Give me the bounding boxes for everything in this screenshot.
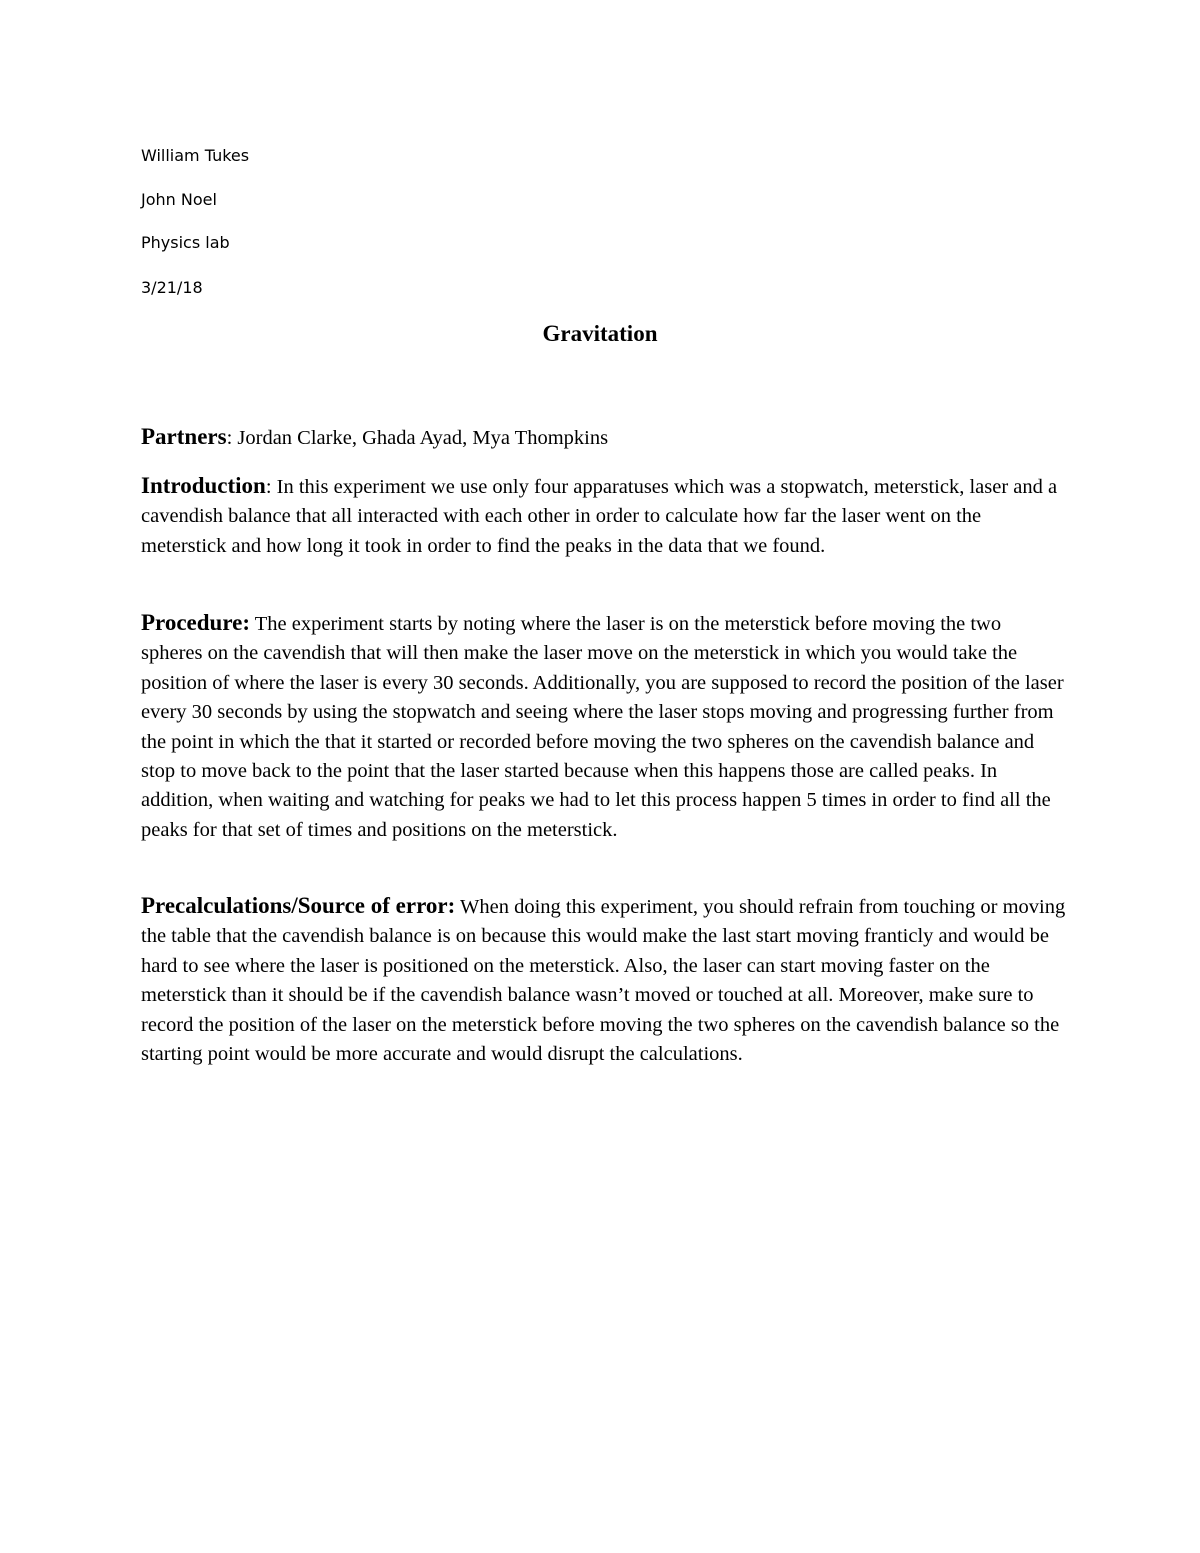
partners-label: Partners xyxy=(141,424,227,449)
procedure-label: Procedure: xyxy=(141,610,251,635)
partners-paragraph xyxy=(141,422,1066,453)
document-title: Gravitation xyxy=(542,321,658,346)
instructor-name: John Noel xyxy=(141,190,217,209)
author-name: William Tukes xyxy=(141,146,250,165)
precalculations-label: Precalculations/Source of error: xyxy=(141,893,456,918)
procedure-paragraph xyxy=(141,608,1066,845)
introduction-label: Introduction xyxy=(141,473,266,498)
partners-separator: : xyxy=(226,427,238,449)
introduction-paragraph xyxy=(141,471,1066,561)
procedure-text: The experiment starts by noting where the laser is on the meterstick before moving the two spheres on the cavendish that will then make the laser move on the meterstick in which you would take the position of where the laser is every 30 seconds. Additionally, you are supposed to record the position of the laser every 30 seconds by using the stopwatch and seeing where the laser stops moving and progressing further from the point in which the that it started or recorded before moving the two spheres on the cavendish balance and stop to move back to the point that the laser started because when this happens those are called peaks. In addition, when waiting and watching for peaks we had to let this process happen 5 times in order to find all the peaks for that set of times and positions on the meterstick. xyxy=(141,613,1064,841)
precalculations-text: When doing this experiment, you should refrain from touching or moving the table that the cavendish balance is on because this would make the last start moving franticly and would be hard to see where the laser is positioned on the meterstick. Also, the laser can start moving faster on the meterstick than it should be if the cavendish balance wasn’t moved or touched at all. Moreover, make sure to record the position of the laser on the meterstick before moving the two spheres on the cavendish balance so the starting point would be more accurate and would disrupt the calculations. xyxy=(141,896,1066,1066)
course-name: Physics lab xyxy=(141,233,230,252)
introduction-text: In this experiment we use only four apparatuses which was a stopwatch, meterstick, laser and a cavendish balance that all interacted with each other in order to calculate how far the laser went on the meterstick and how long it took in order to find the peaks in the data that we found. xyxy=(141,476,1058,557)
precalculations-paragraph xyxy=(141,891,1066,1069)
partners-text: Jordan Clarke, Ghada Ayad, Mya Thompkins xyxy=(237,427,609,449)
report-date: 3/21/18 xyxy=(141,278,203,297)
introduction-separator: : xyxy=(265,476,277,498)
